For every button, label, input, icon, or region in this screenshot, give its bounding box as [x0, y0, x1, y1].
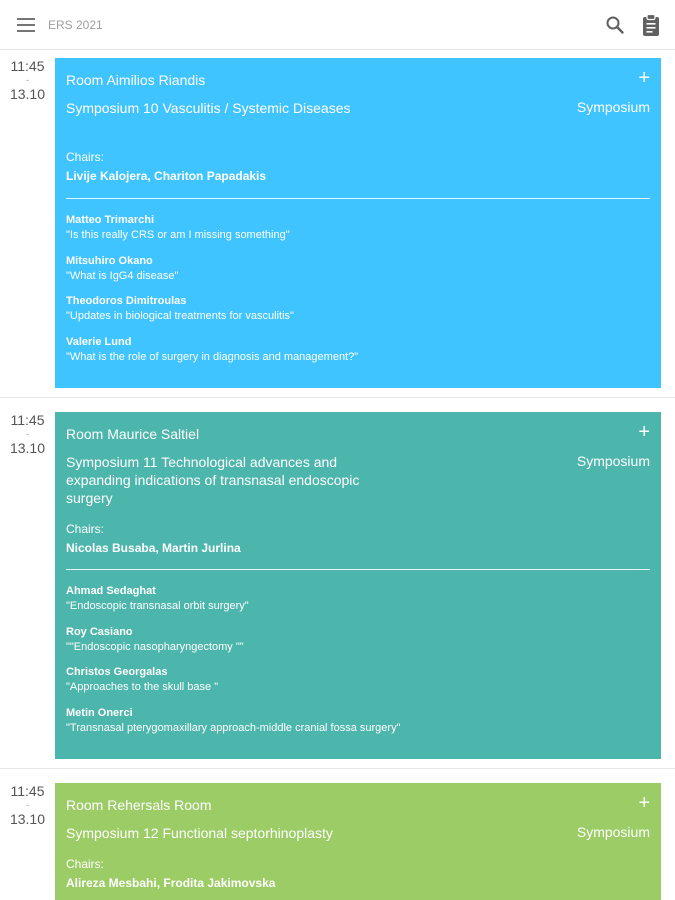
divider — [66, 569, 650, 570]
time-start: 11:45 — [10, 412, 45, 428]
talk-item — [66, 254, 646, 284]
talk-item — [66, 706, 646, 736]
speaker-name: Ahmad Sedaghat — [66, 585, 156, 597]
session-type: Symposium — [576, 99, 650, 115]
row-divider — [0, 768, 675, 769]
speaker-name: Mitsuhiro Okano — [66, 255, 153, 267]
time-separator: - — [26, 429, 29, 439]
session-row — [0, 404, 675, 768]
add-to-agenda-icon[interactable]: + — [638, 421, 650, 443]
time-separator: - — [26, 75, 29, 85]
session-row — [0, 775, 675, 900]
talk-item — [66, 665, 646, 695]
speaker-name: Metin Onerci — [66, 707, 133, 719]
app-title: ERS 2021 — [48, 18, 103, 32]
speaker-name: Matteo Trimarchi — [66, 214, 155, 226]
session-card[interactable] — [55, 412, 661, 759]
symposium-title: Symposium 11 Technological advances and expanding indications of transnasal endoscopic surgery — [66, 454, 360, 506]
session-type: Symposium — [576, 824, 650, 840]
talk-title: "Approaches to the skull base " — [66, 681, 219, 693]
speaker-name: Valerie Lund — [66, 336, 132, 348]
time-start: 11:45 — [10, 783, 45, 799]
session-type: Symposium — [576, 453, 650, 469]
clipboard-icon[interactable] — [640, 13, 662, 37]
room-name: Room Aimilios Riandis — [66, 72, 206, 88]
session-card[interactable] — [55, 58, 661, 388]
talk-title: "Endoscopic transnasal orbit surgery" — [66, 600, 249, 612]
session-card[interactable] — [55, 783, 661, 900]
chairs-label: Chairs: — [66, 522, 105, 536]
app-bar — [0, 0, 675, 50]
talk-item — [66, 625, 646, 655]
talk-item — [66, 584, 646, 614]
add-to-agenda-icon[interactable]: + — [638, 792, 650, 814]
divider — [66, 198, 650, 199]
symposium-title: Symposium 10 Vasculitis / Systemic Diseases — [66, 100, 351, 116]
talk-item — [66, 294, 646, 324]
search-icon[interactable] — [605, 15, 625, 35]
chairs-label: Chairs: — [66, 150, 105, 164]
room-name: Room Maurice Saltiel — [66, 426, 200, 442]
row-divider — [0, 397, 675, 398]
time-end: 13.10 — [9, 811, 46, 827]
chairs-names: Nicolas Busaba, Martin Jurlina — [66, 541, 241, 555]
chairs-names: Livije Kalojera, Chariton Papadakis — [66, 169, 267, 183]
talk-item — [66, 335, 646, 365]
talk-title: "Is this really CRS or am I missing something" — [66, 229, 290, 241]
symposium-title: Symposium 12 Functional septorhinoplasty — [66, 825, 333, 841]
chairs-label: Chairs: — [66, 857, 105, 871]
talk-title: "What is IgG4 disease" — [66, 270, 179, 282]
speaker-name: Roy Casiano — [66, 626, 133, 638]
talk-title: ""Endoscopic nasopharyngectomy "" — [66, 641, 244, 653]
talk-title: "Transnasal pterygomaxillary approach-middle cranial fossa surgery" — [66, 722, 401, 734]
time-start: 11:45 — [10, 58, 45, 74]
talk-title: "What is the role of surgery in diagnosis and management?" — [66, 351, 359, 363]
talk-item — [66, 213, 646, 243]
speaker-name: Theodoros Dimitroulas — [66, 295, 187, 307]
chairs-names: Alireza Mesbahi, Frodita Jakimovska — [66, 876, 276, 890]
speaker-name: Christos Georgalas — [66, 666, 168, 678]
session-row — [0, 50, 675, 398]
time-end: 13.10 — [9, 440, 46, 456]
add-to-agenda-icon[interactable]: + — [638, 67, 650, 89]
menu-icon[interactable] — [17, 18, 35, 32]
time-separator: - — [26, 800, 29, 810]
room-name: Room Rehersals Room — [66, 797, 212, 813]
talk-title: "Updates in biological treatments for vasculitis" — [66, 310, 294, 322]
time-end: 13.10 — [9, 86, 46, 102]
